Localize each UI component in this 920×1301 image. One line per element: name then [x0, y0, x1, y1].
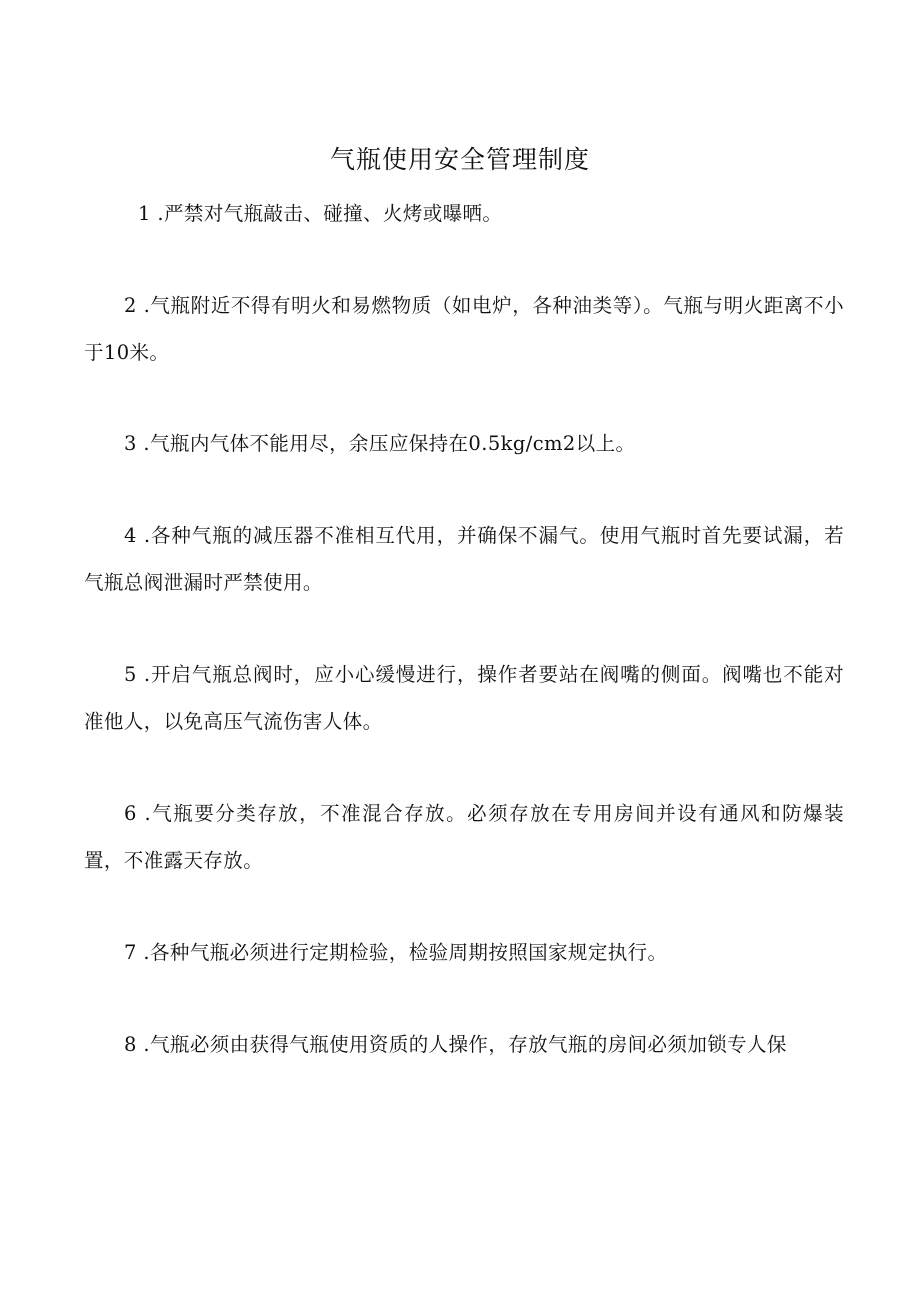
rule-number: 2 — [124, 294, 137, 317]
rule-text: .各种气瓶必须进行定期检验，检验周期按照国家规定执行。 — [143, 941, 668, 964]
rule-item-1 — [84, 190, 844, 237]
rule-text: .气瓶附近不得有明火和易燃物质（如电炉，各种油类等）。气瓶与明火距离不小于10米。 — [84, 294, 844, 364]
rule-number: 7 — [124, 941, 137, 964]
rule-text: .气瓶要分类存放，不准混合存放。必须存放在专用房间并设有通风和防爆装置，不准露天存放。 — [84, 802, 844, 872]
rule-item-6 — [84, 790, 844, 884]
rule-text: .气瓶内气体不能用尽，余压应保持在0.5kg∕cm2以上。 — [143, 432, 636, 455]
rule-number: 8 — [124, 1033, 137, 1056]
rule-item-4 — [84, 512, 844, 606]
rule-number: 4 — [124, 524, 137, 547]
rule-number: 6 — [124, 802, 137, 825]
document-title: 气瓶使用安全管理制度 — [329, 145, 590, 174]
rule-text: .严禁对气瓶敲击、碰撞、火烤或曝晒。 — [157, 202, 503, 225]
rule-text: .各种气瓶的减压器不准相互代用，并确保不漏气。使用气瓶时首先要试漏，若气瓶总阀泄漏时严禁使用。 — [84, 524, 844, 594]
rule-item-5 — [84, 651, 844, 745]
rule-number: 5 — [124, 663, 137, 686]
rule-number: 3 — [124, 432, 137, 455]
rule-item-7 — [84, 929, 844, 976]
rule-text: .气瓶必须由获得气瓶使用资质的人操作，存放气瓶的房间必须加锁专人保 — [143, 1033, 787, 1056]
rule-item-2 — [84, 282, 844, 376]
rule-number: 1 — [138, 202, 151, 225]
rule-text: .开启气瓶总阀时，应小心缓慢进行，操作者要站在阀嘴的侧面。阀嘴也不能对准他人，以免高压气流伤害人体。 — [84, 663, 844, 733]
rule-item-8 — [84, 1021, 844, 1068]
rule-item-3 — [84, 420, 844, 467]
